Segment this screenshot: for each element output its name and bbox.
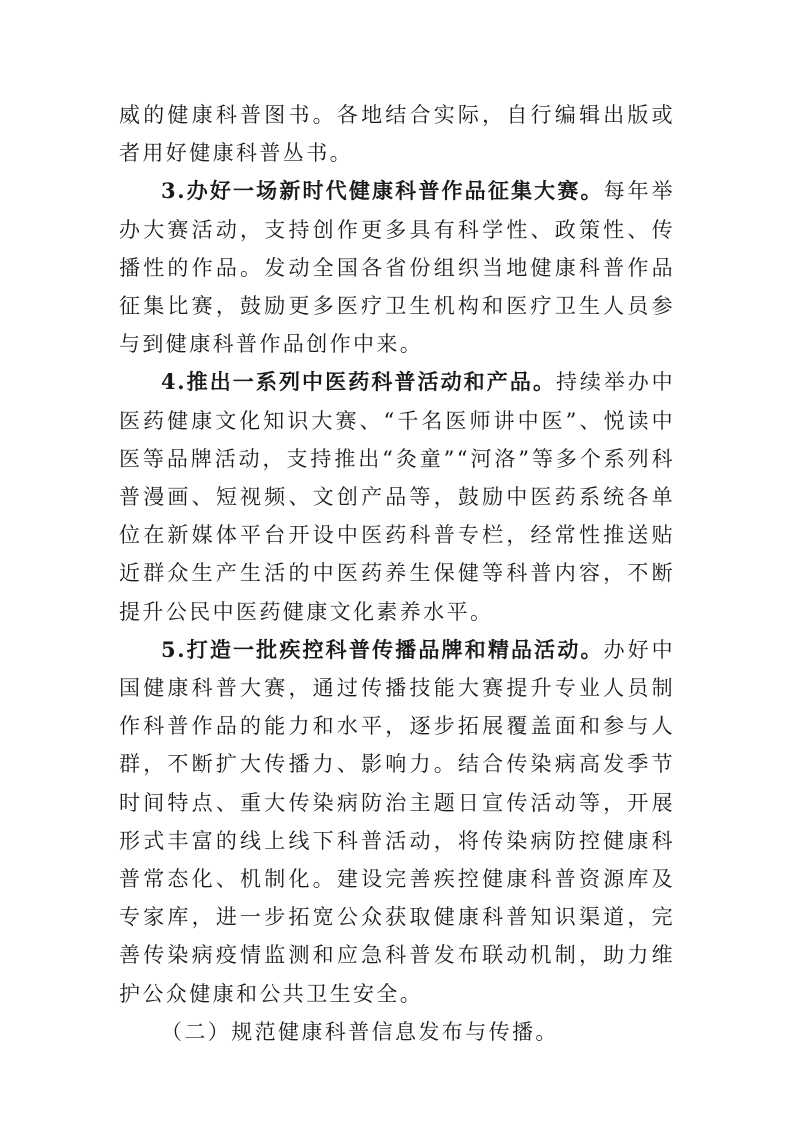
paragraph-text: 办好中国健康科普大赛，通过传播技能大赛提升专业人员制作科普作品的能力和水平，逐步拓展覆盖面和参与人群，不断扩大传播力、影响力。结合传染病高发季节时间特点、重大传染病防治主题日宣传活动等，开展形式丰富的线上线下科普活动，将传染病防控健康科普常态化、机制化。建设完善疾控健康科普资源库及专家库，进一步拓宽公众获取健康科普知识渠道，完善传染病疫情监测和应急科普发布联动机制，助力维护公众健康和公共卫生安全。 <box>119 637 676 1006</box>
paragraph-item-4 <box>119 363 675 630</box>
paragraph-lead: 5.打造一批疾控科普传播品牌和精品活动。 <box>161 636 604 662</box>
section-heading: （二）规范健康科普信息发布与传播。 <box>161 1019 559 1044</box>
paragraph-lead: 4.推出一系列中医药科普活动和产品。 <box>161 369 557 395</box>
paragraph-text: 威的健康科普图书。各地结合实际，自行编辑出版或者用好健康科普丛书。 <box>119 103 675 166</box>
paragraph-continuation <box>119 96 675 172</box>
paragraph-item-3 <box>119 172 675 363</box>
paragraph-lead: 3.办好一场新时代健康科普作品征集大赛。 <box>161 178 604 204</box>
paragraph-text: 持续举办中医药健康文化知识大赛、“千名医师讲中医”、悦读中医等品牌活动，支持推出“灸童”“河洛”等多个系列科普漫画、短视频、文创产品等，鼓励中医药系统各单位在新媒体平台开设中医药科普专栏，经常性推送贴近群众生产生活的中医药养生保健等科普内容，不断提升公民中医药健康文化素养水平。 <box>119 370 676 624</box>
paragraph-item-5 <box>119 631 675 1013</box>
paragraph-text: 每年举办大赛活动，支持创作更多具有科学性、政策性、传播性的作品。发动全国各省份组织当地健康科普作品征集比赛，鼓励更多医疗卫生机构和医疗卫生人员参与到健康科普作品创作中来。 <box>119 179 676 357</box>
document-body <box>119 96 675 1051</box>
